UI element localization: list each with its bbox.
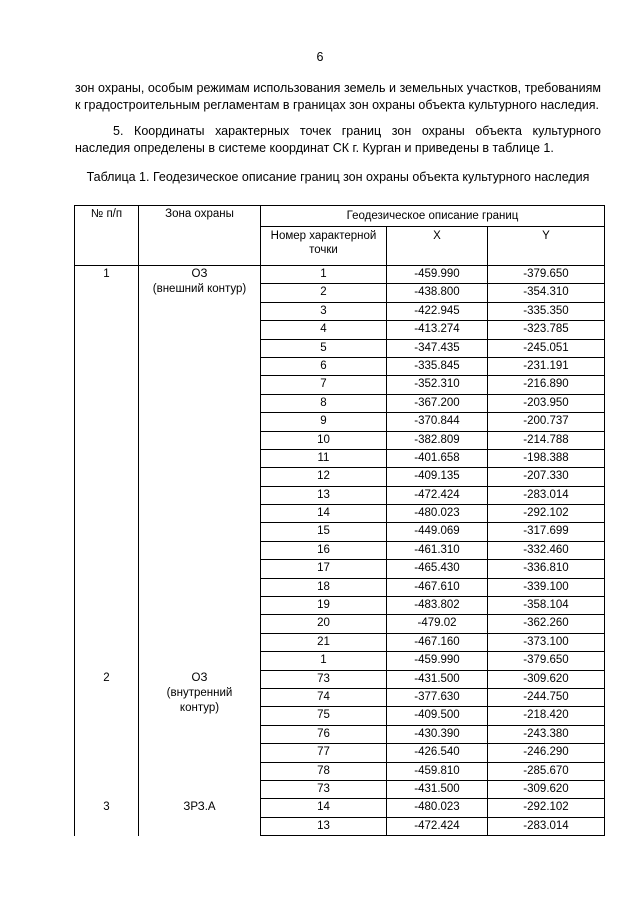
coord-y: -339.100 xyxy=(488,578,605,596)
geodesic-table xyxy=(74,205,605,836)
coord-y: -203.950 xyxy=(488,394,605,412)
table-caption: Таблица 1. Геодезическое описание границ зон охраны объекта культурного наследия xyxy=(86,170,590,184)
coord-x: -431.500 xyxy=(387,780,488,798)
header-x: X xyxy=(387,227,488,266)
coord-y: -336.810 xyxy=(488,560,605,578)
page-number: 6 xyxy=(316,50,324,64)
table-row xyxy=(75,670,605,688)
coord-x: -480.023 xyxy=(387,505,488,523)
coord-x: -480.023 xyxy=(387,799,488,817)
point-number: 15 xyxy=(261,523,387,541)
coord-x: -430.390 xyxy=(387,725,488,743)
coord-x: -382.809 xyxy=(387,431,488,449)
coord-x: -431.500 xyxy=(387,670,488,688)
coord-x: -479.02 xyxy=(387,615,488,633)
zone-line: ОЗ xyxy=(191,268,208,280)
point-number: 77 xyxy=(261,744,387,762)
coord-x: -377.630 xyxy=(387,688,488,706)
coord-x: -422.945 xyxy=(387,302,488,320)
point-number: 9 xyxy=(261,413,387,431)
coord-x: -467.160 xyxy=(387,633,488,651)
point-number: 1 xyxy=(261,652,387,670)
coord-y: -309.620 xyxy=(488,670,605,688)
coord-y: -283.014 xyxy=(488,486,605,504)
coord-y: -231.191 xyxy=(488,357,605,375)
coord-y: -245.051 xyxy=(488,339,605,357)
zone-line: ОЗ xyxy=(191,672,208,685)
coord-y: -379.650 xyxy=(488,652,605,670)
header-y: Y xyxy=(488,227,605,266)
zone-line: (внутренний xyxy=(166,687,233,700)
coord-y: -292.102 xyxy=(488,799,605,817)
coord-y: -317.699 xyxy=(488,523,605,541)
point-number: 11 xyxy=(261,449,387,467)
coord-y: -292.102 xyxy=(488,505,605,523)
coord-x: -413.274 xyxy=(387,321,488,339)
group-zone xyxy=(139,799,261,836)
coord-x: -409.500 xyxy=(387,707,488,725)
coord-y: -323.785 xyxy=(488,321,605,339)
coord-y: -246.290 xyxy=(488,744,605,762)
coord-x: -459.990 xyxy=(387,266,488,284)
point-number: 2 xyxy=(261,284,387,302)
table-header xyxy=(75,206,605,266)
coord-y: -354.310 xyxy=(488,284,605,302)
point-number: 17 xyxy=(261,560,387,578)
point-number: 7 xyxy=(261,376,387,394)
point-number: 13 xyxy=(261,817,387,835)
group-zone xyxy=(139,670,261,799)
table-row xyxy=(75,799,605,817)
coord-x: -335.845 xyxy=(387,357,488,375)
point-number: 14 xyxy=(261,505,387,523)
point-number: 73 xyxy=(261,780,387,798)
zone-line: ЗРЗ.А xyxy=(183,800,216,813)
coord-x: -449.069 xyxy=(387,523,488,541)
coord-y: -379.650 xyxy=(488,266,605,284)
coord-y: -362.260 xyxy=(488,615,605,633)
paragraph-zones-regimes: зон охраны, особым режимам использования земель и земельных участков, требованиям к градостроительным регламентам в границах зон охраны объекта культурного наследия. xyxy=(75,81,601,112)
zone-line: (внешний контур) xyxy=(152,283,247,295)
point-number: 75 xyxy=(261,707,387,725)
table-row xyxy=(75,266,605,284)
point-number: 73 xyxy=(261,670,387,688)
coord-y: -309.620 xyxy=(488,780,605,798)
coord-x: -461.310 xyxy=(387,541,488,559)
coord-x: -459.810 xyxy=(387,762,488,780)
coord-y: -244.750 xyxy=(488,688,605,706)
coord-x: -370.844 xyxy=(387,413,488,431)
coord-x: -352.310 xyxy=(387,376,488,394)
coord-x: -465.430 xyxy=(387,560,488,578)
point-number: 19 xyxy=(261,597,387,615)
group-number: 3 xyxy=(75,799,139,836)
coord-x: -367.200 xyxy=(387,394,488,412)
point-number: 4 xyxy=(261,321,387,339)
coord-x: -459.990 xyxy=(387,652,488,670)
header-point: Номер характерной точки xyxy=(261,227,387,266)
coord-x: -483.802 xyxy=(387,597,488,615)
coord-x: -409.135 xyxy=(387,468,488,486)
coord-x: -472.424 xyxy=(387,817,488,835)
coord-y: -373.100 xyxy=(488,633,605,651)
coord-x: -467.610 xyxy=(387,578,488,596)
zone-line: контур) xyxy=(179,702,220,715)
point-number: 20 xyxy=(261,615,387,633)
coord-y: -332.460 xyxy=(488,541,605,559)
table-body xyxy=(75,266,605,836)
coord-x: -438.800 xyxy=(387,284,488,302)
coord-y: -207.330 xyxy=(488,468,605,486)
point-number: 10 xyxy=(261,431,387,449)
coord-y: -218.420 xyxy=(488,707,605,725)
point-number: 76 xyxy=(261,725,387,743)
point-number: 74 xyxy=(261,688,387,706)
coord-y: -214.788 xyxy=(488,431,605,449)
coord-y: -358.104 xyxy=(488,597,605,615)
coord-y: -243.380 xyxy=(488,725,605,743)
coord-x: -401.658 xyxy=(387,449,488,467)
point-number: 18 xyxy=(261,578,387,596)
group-zone xyxy=(139,266,261,671)
coord-y: -335.350 xyxy=(488,302,605,320)
point-number: 5 xyxy=(261,339,387,357)
point-number: 12 xyxy=(261,468,387,486)
point-number: 13 xyxy=(261,486,387,504)
point-number: 1 xyxy=(261,266,387,284)
point-number: 16 xyxy=(261,541,387,559)
group-number: 2 xyxy=(75,670,139,799)
point-number: 6 xyxy=(261,357,387,375)
paragraph-coordinates: 5. Координаты характерных точек границ зон охраны объекта культурного наследия определены в системе координат СК г. Курган и приведены в таблице 1. xyxy=(75,124,601,155)
group-number: 1 xyxy=(75,266,139,671)
point-number: 14 xyxy=(261,799,387,817)
point-number: 3 xyxy=(261,302,387,320)
coord-y: -200.737 xyxy=(488,413,605,431)
point-number: 21 xyxy=(261,633,387,651)
coord-x: -472.424 xyxy=(387,486,488,504)
coord-y: -283.014 xyxy=(488,817,605,835)
coord-x: -347.435 xyxy=(387,339,488,357)
header-geodesic: Геодезическое описание границ xyxy=(261,206,605,227)
coord-x: -426.540 xyxy=(387,744,488,762)
coord-y: -216.890 xyxy=(488,376,605,394)
header-zone: Зона охраны xyxy=(139,206,261,266)
coord-y: -285.670 xyxy=(488,762,605,780)
point-number: 8 xyxy=(261,394,387,412)
point-number: 78 xyxy=(261,762,387,780)
header-number: № п/п xyxy=(75,206,139,266)
coord-y: -198.388 xyxy=(488,449,605,467)
